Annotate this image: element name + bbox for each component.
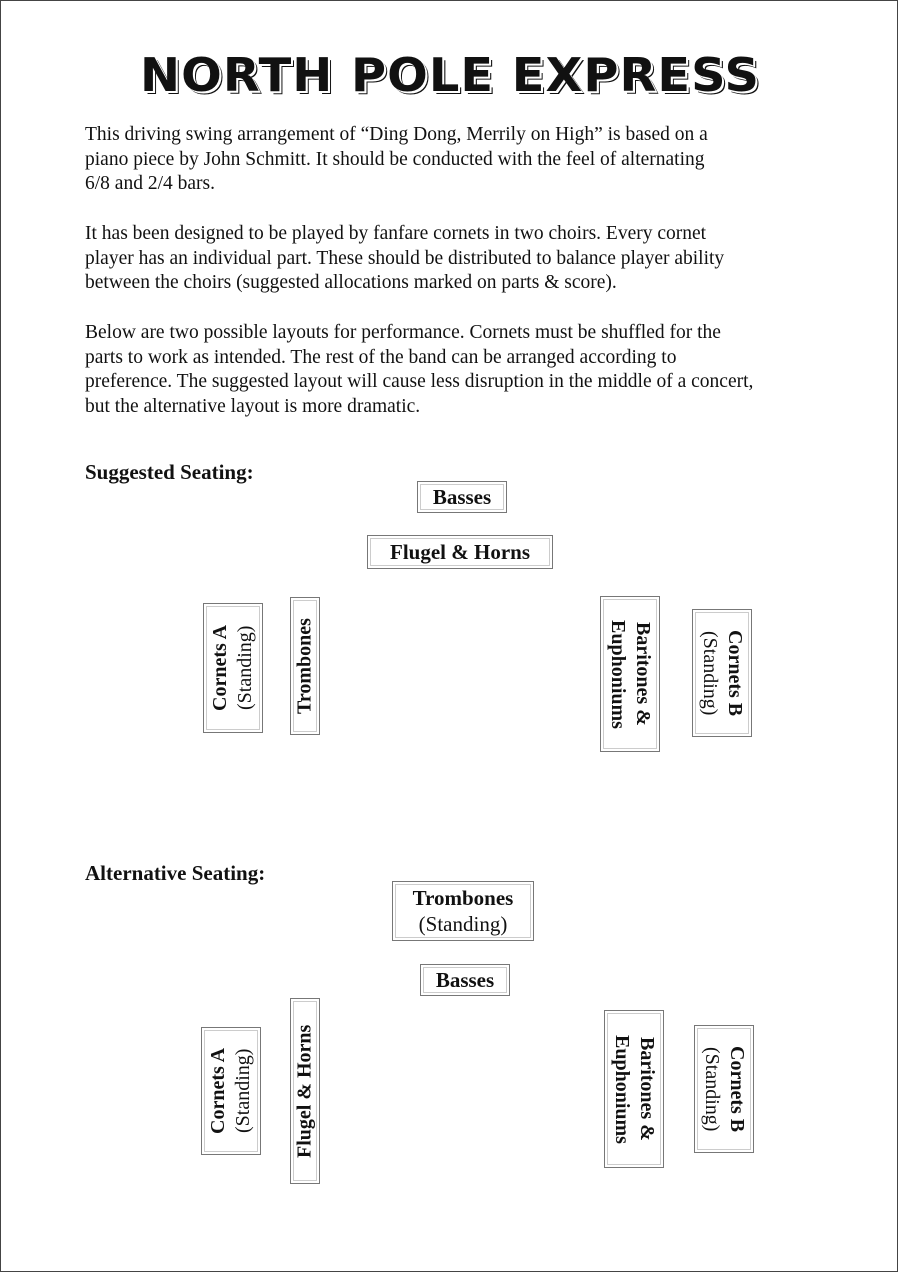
alternative-seating-heading: Alternative Seating:	[85, 861, 266, 885]
intro-line: 6/8 and 2/4 bars.	[85, 173, 215, 194]
intro-paragraph-3	[85, 321, 855, 419]
intro-line: This driving swing arrangement of “Ding Dong, Merrily on High” is based on a	[85, 124, 708, 145]
intro-line: player has an individual part. These should be distributed to balance player ability	[85, 247, 725, 269]
intro-line: It has been designed to be played by fanfare cornets in two choirs. Every cornet	[85, 223, 707, 244]
intro-line: parts to work as intended. The rest of the band can be arranged according to	[85, 346, 677, 368]
suggested-cornets-a-note: (Standing)	[234, 625, 256, 711]
alternative-cornets-b-note: (Standing)	[701, 1046, 723, 1132]
suggested-cornets-b-label: Cornets B	[724, 629, 746, 717]
intro-line: but the alternative layout is more dramatic.	[85, 395, 421, 417]
alternative-trombones-box	[392, 881, 534, 941]
alternative-basses-box	[420, 964, 510, 996]
page-title: NORTH POLE EXPRESS	[140, 48, 760, 102]
suggested-cornets-a-box	[203, 603, 263, 733]
intro-line: piano piece by John Schmitt. It should be conducted with the feel of alternating	[85, 148, 705, 170]
intro-paragraph-2	[85, 222, 855, 296]
suggested-seating-heading: Suggested Seating:	[85, 460, 254, 484]
suggested-cornets-b-note: (Standing)	[699, 630, 721, 716]
suggested-flugel-horns-box	[367, 535, 553, 569]
alternative-baritones-line2: Euphoniums	[611, 1034, 633, 1144]
alternative-baritones-box	[604, 1010, 664, 1168]
alternative-cornets-b-box	[694, 1025, 754, 1153]
suggested-flugel-horns-label: Flugel & Horns	[390, 540, 530, 564]
alternative-flugel-horns-box	[290, 998, 320, 1184]
intro-paragraph-1	[85, 123, 855, 197]
suggested-baritones-box	[600, 596, 660, 752]
intro-line: between the choirs (suggested allocations marked on parts & score).	[85, 272, 617, 293]
suggested-trombones-box	[290, 597, 320, 735]
alternative-flugel-horns-label: Flugel & Horns	[293, 1024, 316, 1158]
intro-line: Below are two possible layouts for performance. Cornets must be shuffled for the	[85, 322, 721, 343]
alternative-trombones-note: (Standing)	[418, 912, 508, 936]
suggested-basses-box	[417, 481, 507, 513]
alternative-cornets-a-note: (Standing)	[232, 1048, 254, 1134]
suggested-trombones-label: Trombones	[293, 618, 316, 714]
alternative-basses-label: Basses	[435, 968, 495, 992]
suggested-baritones-line1: Baritones &	[632, 622, 654, 726]
alternative-baritones-line1: Baritones &	[636, 1037, 658, 1141]
suggested-cornets-a-label: Cornets A	[209, 624, 231, 712]
alternative-cornets-a-label: Cornets A	[207, 1047, 229, 1135]
intro-line: preference. The suggested layout will cause less disruption in the middle of a concert,	[85, 371, 754, 392]
suggested-cornets-b-box	[692, 609, 752, 737]
alternative-cornets-a-box	[201, 1027, 261, 1155]
alternative-cornets-b-label: Cornets B	[726, 1045, 748, 1133]
alternative-trombones-label: Trombones	[412, 886, 514, 910]
suggested-basses-label: Basses	[432, 485, 492, 509]
suggested-baritones-line2: Euphoniums	[607, 619, 629, 729]
